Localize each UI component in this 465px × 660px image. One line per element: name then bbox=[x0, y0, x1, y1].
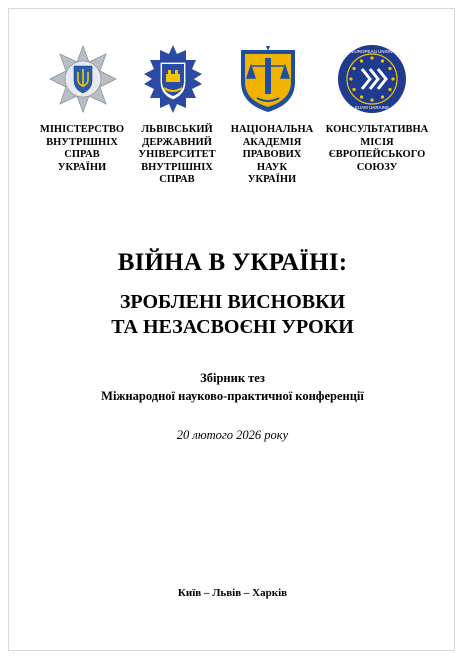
org-name-naprn: НАЦІОНАЛЬНА АКАДЕМІЯ ПРАВОВИХ НАУК УКРАЇНИ bbox=[230, 124, 314, 185]
euam-logo-bottom-text: EUAM UKRAINE bbox=[354, 105, 390, 110]
main-title: ВІЙНА В УКРАЇНІ: bbox=[117, 249, 348, 276]
publication-cities: Київ – Львів – Харків bbox=[177, 587, 288, 599]
org-name-mvs: МІНІСТЕРСТВО ВНУТРІШНІХ СПРАВ УКРАЇНИ bbox=[39, 124, 125, 173]
org-name-lvduvs: ЛЬВІВСЬКИЙ ДЕРЖАВНИЙ УНІВЕРСИТЕТ ВНУТРІШНІХ СПРАВ bbox=[138, 124, 216, 185]
lvduvs-shield-icon bbox=[138, 44, 208, 114]
subtitle: ЗРОБЛЕНІ ВИСНОВКИ ТА НЕЗАСВОЄНІ УРОКИ bbox=[111, 291, 354, 338]
conference-date: 20 лютого 2026 року bbox=[176, 428, 289, 442]
naprn-emblem-icon bbox=[233, 44, 303, 114]
org-name-euam: КОНСУЛЬТАТИВНА МІСІЯ ЄВРОПЕЙСЬКОГО СОЮЗУ bbox=[325, 124, 429, 173]
conference-name: Міжнародної науково-практичної конференції bbox=[101, 389, 364, 403]
euam-ukraine-icon bbox=[337, 44, 407, 114]
collection-type: Збірник тез bbox=[200, 371, 265, 385]
mvs-emblem-icon bbox=[48, 44, 118, 114]
euam-logo-top-text: EUROPEAN UNION bbox=[351, 49, 393, 54]
